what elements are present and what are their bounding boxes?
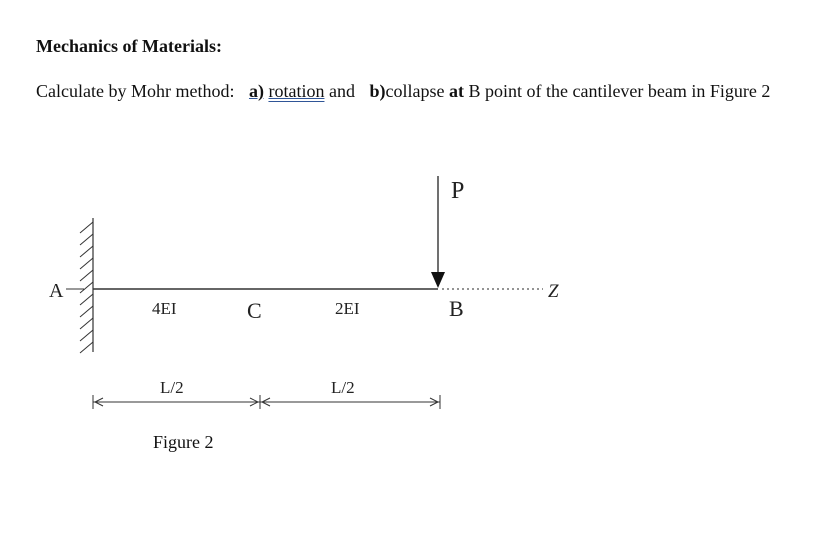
- part-b-label: b): [369, 81, 386, 101]
- fixed-support: [80, 218, 93, 353]
- figure-caption: Figure 2: [153, 432, 214, 452]
- midpoint-label-c: C: [247, 298, 262, 323]
- dimension-line: [93, 395, 440, 409]
- segment1-stiffness: 4EI: [152, 299, 177, 318]
- dimension-label-2: L/2: [331, 378, 355, 397]
- part-a-label: a): [248, 81, 264, 101]
- end-label-b: B: [449, 296, 464, 321]
- part-a-word: rotation: [268, 81, 325, 101]
- problem-intro: Calculate by Mohr method:: [36, 81, 235, 101]
- load-label-p: P: [451, 178, 465, 204]
- load-arrow: [431, 176, 445, 288]
- axis-label-z: Z: [548, 281, 559, 302]
- problem-tail: B point of the cantilever beam in Figure 2: [468, 81, 771, 101]
- conjunction: and: [328, 81, 355, 101]
- dimension-label-1: L/2: [160, 378, 184, 397]
- part-b-word: collapse: [385, 81, 445, 101]
- at-word: at: [448, 81, 464, 101]
- support-label-a: A: [49, 280, 64, 302]
- segment2-stiffness: 2EI: [335, 299, 360, 318]
- page-heading: Mechanics of Materials:: [36, 36, 222, 56]
